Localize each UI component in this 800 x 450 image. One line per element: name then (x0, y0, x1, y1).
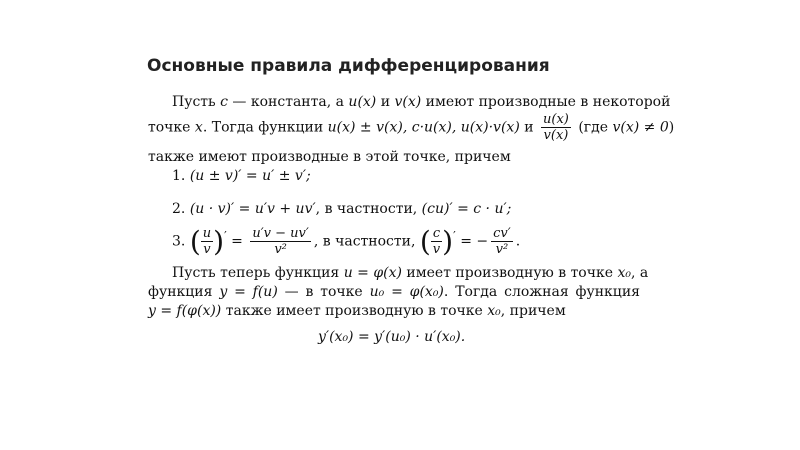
text: (где (573, 119, 613, 136)
text: имеют производные в некоторой (421, 94, 671, 110)
text: , в частности, (313, 233, 420, 250)
math: y = f(u) (219, 284, 278, 300)
math: x₀ (487, 303, 501, 319)
fraction-u-over-v (541, 112, 571, 143)
text: — в точке (277, 284, 370, 300)
rule-3 (172, 226, 520, 257)
formula: (cu)′ = c · u′; (421, 201, 512, 217)
rule-2 (172, 201, 511, 217)
fraction-numerator: u′v − uv′ (252, 226, 309, 241)
fraction-denominator: v² (274, 242, 287, 257)
math: u = φ(x) (343, 265, 402, 281)
intro-line-1 (172, 94, 670, 110)
text: и (376, 94, 395, 110)
fraction-denominator: v (203, 242, 211, 257)
text: . (515, 233, 521, 250)
text: , а (631, 265, 649, 281)
fraction-numerator: cv′ (493, 226, 511, 241)
paren-right: ) (213, 224, 225, 258)
text: — константа, а (227, 94, 349, 110)
intro-line-2 (148, 112, 674, 143)
fraction-denominator: v² (495, 242, 509, 257)
prime: ′ (224, 228, 227, 243)
math: u(x) (348, 94, 377, 110)
text: . Тогда сложная функция (443, 284, 640, 300)
fraction-quotient-rule (250, 226, 311, 257)
math: v(x) (394, 94, 422, 110)
fraction-cv-over-v2 (491, 226, 513, 257)
formula: (u · v)′ = u′v + uv′ (189, 201, 316, 217)
equals: = (226, 233, 248, 250)
rule-number: 2. (172, 201, 190, 217)
text: Пусть теперь функция (172, 265, 344, 281)
text: имеет производную в точке (401, 265, 618, 281)
math: u(x) ± v(x), c·u(x), u(x)·v(x) (327, 119, 520, 136)
math: y = f(φ(x)) (148, 303, 222, 319)
chain-line-3 (148, 303, 566, 319)
text: Пусть (172, 94, 221, 110)
chain-line-1 (172, 265, 649, 281)
text: ) (668, 119, 675, 136)
fraction-c-over-v (431, 226, 442, 257)
fraction-denominator: v (432, 242, 441, 257)
rule-1 (172, 168, 311, 184)
text: функция (148, 284, 220, 300)
text: , причем (500, 303, 566, 319)
math: v(x) ≠ 0 (612, 119, 669, 136)
chain-rule-formula: y′(x₀) = y′(u₀) · u′(x₀). (318, 329, 466, 345)
chain-line-2 (148, 284, 640, 300)
text: . Тогда функции (202, 119, 328, 136)
formula: (u ± v)′ = u′ ± v′; (189, 168, 311, 184)
math: u₀ = φ(x₀) (369, 284, 444, 300)
paren-left: ( (189, 224, 201, 258)
page-title: Основные правила дифференцирования (147, 56, 550, 76)
equals-minus: = − (455, 233, 489, 250)
fraction-numerator: c (431, 226, 442, 242)
math: x (194, 119, 203, 136)
text: , в частности, (315, 201, 422, 217)
math: x₀ (617, 265, 631, 281)
text: также имеет производную в точке (221, 303, 488, 319)
text: точке (148, 119, 195, 136)
fraction-numerator: u(x) (543, 112, 569, 127)
fraction-denominator: v(x) (543, 128, 569, 143)
fraction-u-over-v (201, 226, 213, 257)
rule-number: 3. (172, 233, 190, 250)
text: и (519, 119, 539, 136)
intro-line-3: также имеют производные в этой точке, причем (148, 149, 511, 165)
math: c (220, 94, 228, 110)
paren-left: ( (419, 224, 431, 258)
rule-number: 1. (172, 168, 190, 184)
prime: ′ (453, 228, 456, 243)
paren-right: ) (442, 224, 454, 258)
fraction-numerator: u (202, 226, 212, 241)
